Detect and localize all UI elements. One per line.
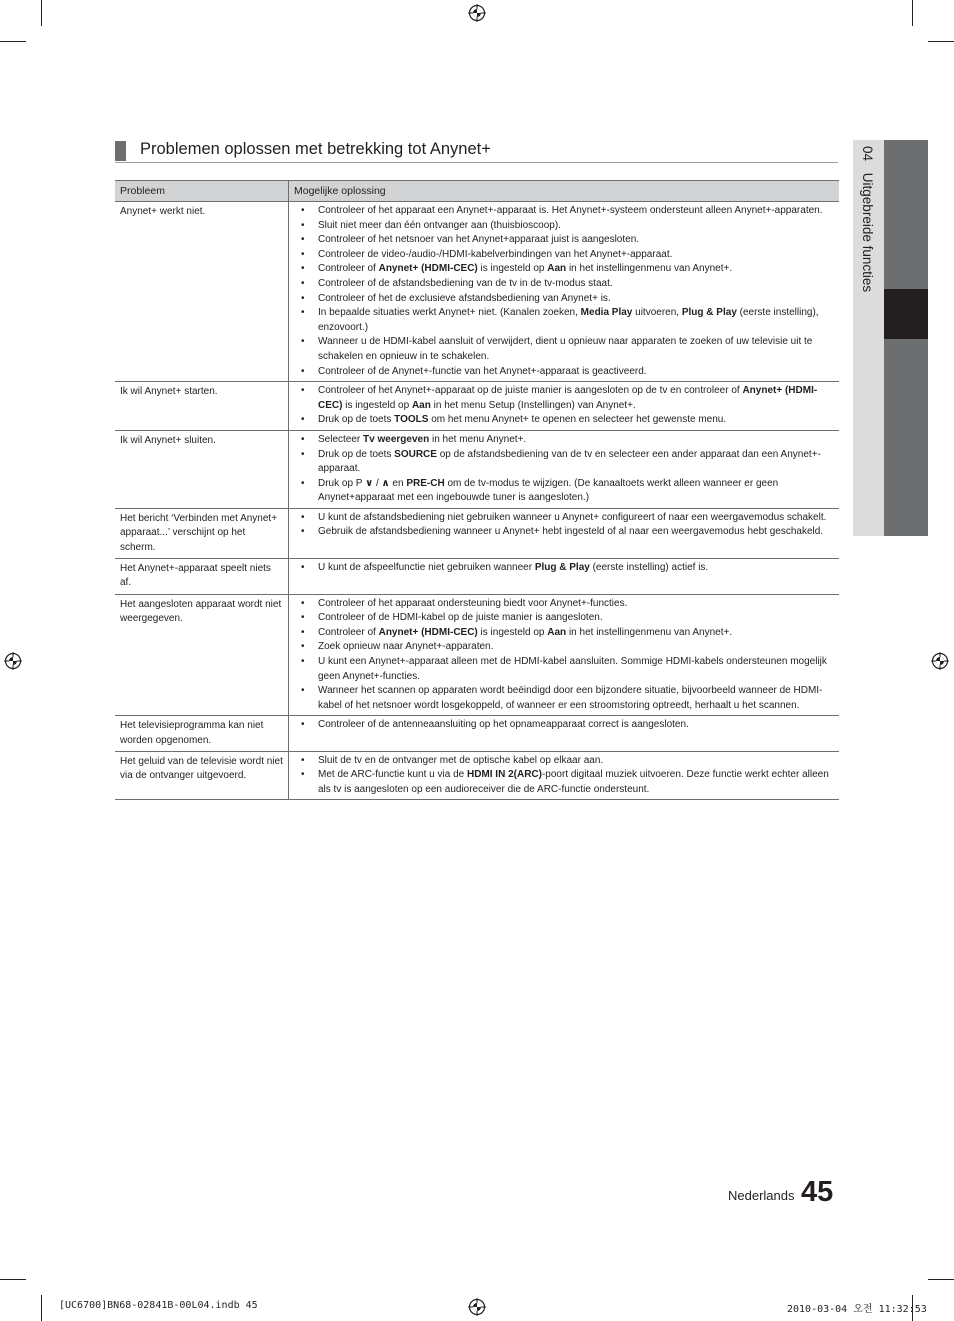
- solution-text: (eerste instelling) actief is.: [589, 561, 709, 573]
- emphasis-text: PRE-CH: [406, 477, 445, 489]
- solution-item: [294, 433, 834, 448]
- solution-item: [294, 511, 834, 526]
- solution-item: [294, 384, 834, 413]
- solution-text: Gebruik de afstandsbediening wanneer u Anynet+ hebt ingesteld of al naar een weergavemodus hebt geschakeld.: [318, 526, 824, 538]
- solution-text: om de tv-modus te wijzigen. (De kanaaltoets werkt alleen wanneer er geen Anynet+apparaat met een ingebouwde tuner is aangesloten.): [318, 477, 779, 504]
- solution-text: In bepaalde situaties werkt Anynet+ niet. (Kanalen zoeken,: [318, 307, 581, 319]
- solution-text: U kunt een Anynet+-apparaat alleen met de HDMI-kabel aansluiten. Sommige HDMI-kabels ondersteunen mogelijk geen Anynet+-functies.: [318, 656, 827, 682]
- solution-text: en: [389, 477, 407, 489]
- table-row: [115, 508, 839, 558]
- solution-text: Sluit de tv en de ontvanger met de optische kabel op elkaar aan.: [318, 754, 604, 766]
- solution-item: [294, 611, 834, 626]
- table-row: [115, 716, 839, 751]
- emphasis-text: Plug & Play: [534, 561, 590, 573]
- emphasis-text: ∧: [381, 477, 390, 489]
- solution-text: Wanneer u de HDMI-kabel aansluit of verwijdert, dient u opnieuw naar apparaten te zoeken of uw televisie uit te schakelen en opnieuw in te schakelen.: [318, 336, 813, 362]
- footer-language: Nederlands: [728, 1188, 795, 1203]
- problem-cell: Het bericht ‘Verbinden met Anynet+ apparaat...’ verschijnt op het scherm.: [115, 508, 289, 558]
- solution-text: Selecteer: [318, 433, 364, 445]
- solution-item: [294, 335, 834, 364]
- solution-text: Controleer of de afstandsbediening van de tv in de tv-modus staat.: [318, 277, 613, 289]
- solution-item: [294, 233, 834, 248]
- solution-item: [294, 306, 834, 335]
- solution-text: Zoek opnieuw naar Anynet+-apparaten.: [318, 641, 494, 653]
- side-tab-active-marker: [884, 289, 928, 339]
- solution-text: (eerste instelling), enzovoort.): [318, 307, 819, 333]
- solution-text: Controleer of het netsnoer van het Anynet+apparaat juist is aangesloten.: [318, 234, 640, 246]
- solution-cell: [289, 716, 840, 751]
- solution-text: Controleer of de HDMI-kabel op de juiste manier is aangesloten.: [318, 612, 603, 624]
- solution-item: [294, 525, 834, 540]
- solution-text: Controleer of de Anynet+-functie van het Anynet+-apparaat is geactiveerd.: [318, 365, 647, 377]
- solution-text: Wanneer het scannen op apparaten wordt beëindigd door een bijzondere situatie, bijvoorbeeld wanneer de HDMI-kabel of het netsnoer wordt losgekoppeld, of wanneer er een stroomstoring optreedt, herhaalt u het scannen.: [318, 685, 823, 711]
- solution-cell: [289, 594, 840, 716]
- solution-item: [294, 365, 834, 380]
- crop-mark: [0, 1279, 26, 1280]
- emphasis-text: Anynet+ (HDMI-CEC): [378, 626, 478, 638]
- solution-text: U kunt de afspeelfunctie niet gebruiken wanneer: [318, 561, 535, 573]
- crop-mark: [928, 1279, 954, 1280]
- solution-text: Controleer of: [318, 263, 379, 275]
- solution-item: [294, 448, 834, 477]
- page-number: 45: [801, 1176, 834, 1208]
- problem-cell: Het Anynet+-apparaat speelt niets af.: [115, 558, 289, 594]
- problem-cell: Anynet+ werkt niet.: [115, 202, 289, 382]
- solution-item: [294, 684, 834, 713]
- solution-list: [294, 561, 834, 576]
- registration-mark-icon: [468, 1298, 486, 1316]
- solution-text: Controleer of de antenneaansluiting op het opnameapparaat correct is aangesloten.: [318, 719, 689, 731]
- solution-list: [294, 597, 834, 714]
- solution-text: Controleer of het apparaat ondersteuning biedt voor Anynet+-functies.: [318, 597, 628, 609]
- crop-mark: [41, 0, 42, 26]
- solution-item: [294, 292, 834, 307]
- problem-cell: Ik wil Anynet+ starten.: [115, 382, 289, 431]
- solution-text: om het menu Anynet+ te openen en selecteer het gewenste menu.: [428, 414, 727, 426]
- crop-mark: [41, 1295, 42, 1321]
- table-row: [115, 430, 839, 508]
- solution-item: [294, 640, 834, 655]
- troubleshooting-table: [115, 180, 839, 800]
- solution-text: in het instellingenmenu van Anynet+.: [566, 626, 733, 638]
- solution-list: [294, 384, 834, 428]
- chapter-title: Uitgebreide functies: [860, 172, 875, 293]
- solution-cell: [289, 202, 840, 382]
- column-header-solution: Mogelijke oplossing: [289, 181, 840, 202]
- solution-list: [294, 204, 834, 379]
- side-tab-label: [860, 146, 875, 292]
- solution-text: Controleer of het de exclusieve afstandsbediening van Anynet+ is.: [318, 292, 611, 304]
- solution-text: Druk op de toets: [318, 414, 395, 426]
- solution-item: [294, 718, 834, 733]
- table-row: [115, 382, 839, 431]
- solution-text: Controleer de video-/audio-/HDMI-kabelverbindingen van het Anynet+-apparaat.: [318, 248, 673, 260]
- emphasis-text: HDMI IN 2(ARC): [466, 769, 542, 781]
- solution-list: [294, 511, 834, 540]
- solution-cell: [289, 382, 840, 431]
- crop-mark: [928, 41, 954, 42]
- column-header-problem: Probleem: [115, 181, 289, 202]
- solution-text: Controleer of: [318, 626, 379, 638]
- print-file-info: [UC6700]BN68-02841B-00L04.indb 45: [59, 1300, 258, 1311]
- solution-text: U kunt de afstandsbediening niet gebruiken wanneer u Anynet+ configureert of naar een weergavemodus schakelt.: [318, 511, 827, 523]
- solution-list: [294, 718, 834, 733]
- emphasis-text: Plug & Play: [681, 307, 737, 319]
- solution-text: -poort digitaal muziek uitvoeren. Deze functie werkt echter alleen als tv is aangesloten op een audioreceiver die de ARC-functie ondersteunt.: [318, 769, 829, 795]
- crop-mark: [912, 0, 913, 26]
- solution-text: Controleer of het apparaat een Anynet+-apparaat is. Het Anynet+-systeem ondersteunt alleen Anynet+-apparaten.: [318, 205, 823, 216]
- section-heading: [115, 140, 838, 163]
- solution-item: [294, 262, 834, 277]
- solution-text: Sluit niet meer dan één ontvanger aan (thuisbioscoop).: [318, 219, 561, 231]
- solution-text: in het menu Setup (Instellingen) van Anynet+.: [430, 399, 636, 411]
- solution-item: [294, 754, 834, 769]
- solution-text: is ingesteld op: [477, 263, 548, 275]
- table-row: [115, 202, 839, 382]
- solution-list: [294, 754, 834, 798]
- crop-mark: [0, 41, 26, 42]
- solution-list: [294, 433, 834, 506]
- solution-cell: [289, 508, 840, 558]
- solution-text: is ingesteld op: [342, 399, 412, 411]
- chapter-number: 04: [860, 146, 875, 162]
- solution-text: op de afstandsbediening van de tv en selecteer een ander apparaat dan een Anynet+-apparaat.: [318, 448, 821, 475]
- solution-text: Met de ARC-functie kunt u via de: [318, 769, 467, 781]
- solution-text: /: [373, 477, 382, 489]
- emphasis-text: Anynet+ (HDMI-CEC): [378, 263, 478, 275]
- solution-item: [294, 597, 834, 612]
- emphasis-text: SOURCE: [394, 448, 437, 460]
- emphasis-text: Tv weergeven: [363, 433, 430, 445]
- emphasis-text: Aan: [547, 263, 567, 275]
- print-timestamp: 2010-03-04 오전 11:32:53: [787, 1304, 927, 1315]
- solution-item: [294, 477, 834, 506]
- emphasis-text: ∨: [365, 477, 374, 489]
- heading-bar: [115, 141, 126, 161]
- solution-item: [294, 561, 834, 576]
- registration-mark-icon: [931, 652, 949, 670]
- solution-item: [294, 768, 834, 797]
- problem-cell: Ik wil Anynet+ sluiten.: [115, 430, 289, 508]
- solution-text: Druk op P: [318, 477, 366, 489]
- table-header-row: [115, 181, 839, 202]
- solution-cell: [289, 558, 840, 594]
- emphasis-text: Media Play: [580, 307, 633, 319]
- solution-text: uitvoeren,: [632, 307, 682, 319]
- solution-text: in het menu Anynet+.: [429, 433, 527, 445]
- table-body: [115, 202, 839, 800]
- registration-mark-icon: [4, 652, 22, 670]
- solution-item: [294, 219, 834, 234]
- solution-item: [294, 204, 834, 219]
- solution-text: in het instellingenmenu van Anynet+.: [566, 263, 733, 275]
- solution-cell: [289, 430, 840, 508]
- table-row: [115, 594, 839, 716]
- solution-item: [294, 655, 834, 684]
- solution-item: [294, 413, 834, 428]
- problem-cell: Het aangesloten apparaat wordt niet weergegeven.: [115, 594, 289, 716]
- page-title: Problemen oplossen met betrekking tot Anynet+: [140, 140, 491, 158]
- table-row: [115, 558, 839, 594]
- solution-item: [294, 626, 834, 641]
- problem-cell: Het geluid van de televisie wordt niet via de ontvanger uitgevoerd.: [115, 751, 289, 800]
- problem-cell: Het televisieprogramma kan niet worden opgenomen.: [115, 716, 289, 751]
- emphasis-text: Aan: [547, 626, 567, 638]
- emphasis-text: Anynet+ (HDMI-CEC): [318, 385, 818, 411]
- solution-item: [294, 248, 834, 263]
- solution-cell: [289, 751, 840, 800]
- emphasis-text: Aan: [411, 399, 431, 411]
- registration-mark-icon: [468, 4, 486, 22]
- solution-text: is ingesteld op: [477, 626, 548, 638]
- table-row: [115, 751, 839, 800]
- emphasis-text: TOOLS: [394, 414, 429, 426]
- solution-text: Controleer of het Anynet+-apparaat op de juiste manier is aangesloten op de tv en controleer of: [318, 385, 743, 397]
- solution-item: [294, 277, 834, 292]
- solution-text: Druk op de toets: [318, 448, 395, 460]
